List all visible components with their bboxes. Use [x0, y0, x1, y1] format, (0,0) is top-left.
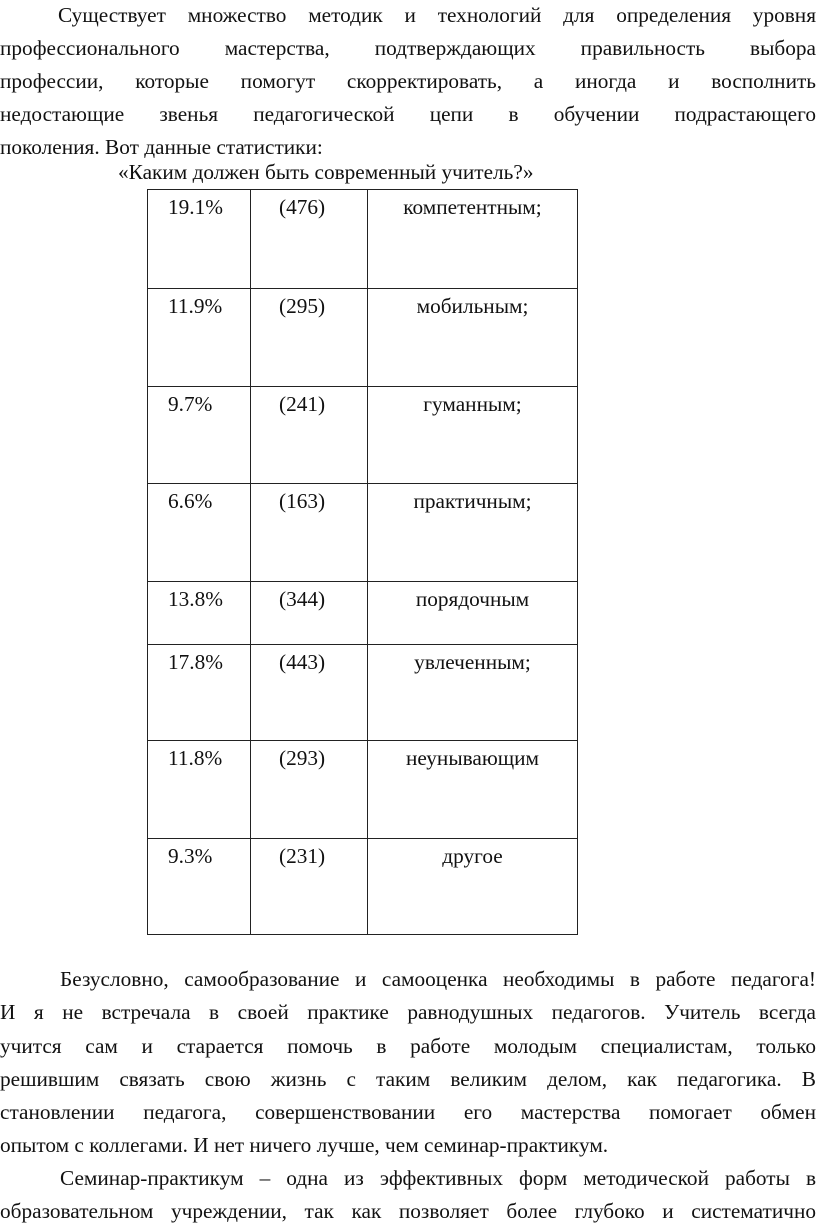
table-title: «Каким должен быть современный учитель?» [118, 160, 534, 184]
percent-cell: 11.9% [148, 289, 251, 387]
text-line: Семинар-практикум – одна из эффективных форм методической работы в [60, 1166, 816, 1190]
text-line: Безусловно, самообразование и самооценка необходимы в работе педагога! [60, 967, 816, 991]
text-line: учится сам и старается помочь в работе молодым специалистам, только [0, 1034, 816, 1058]
count-cell: (476) [251, 190, 368, 289]
label-cell: порядочным [368, 582, 578, 645]
label-cell: компетентным; [368, 190, 578, 289]
count-cell: (293) [251, 741, 368, 839]
label-cell: мобильным; [368, 289, 578, 387]
table-row [148, 839, 578, 935]
text-line: профессионального мастерства, подтверждающих правильность выбора [0, 36, 816, 60]
table-row [148, 289, 578, 387]
table-row [148, 741, 578, 839]
table-row [148, 387, 578, 484]
label-cell: другое [368, 839, 578, 935]
statistics-table [147, 189, 578, 935]
text-line: Существует множество методик и технологий для определения уровня [58, 3, 816, 27]
label-cell: гуманным; [368, 387, 578, 484]
percent-cell: 6.6% [148, 484, 251, 582]
text-line: опытом с коллегами. И нет ничего лучше, чем семинар-практикум. [0, 1133, 609, 1157]
percent-cell: 13.8% [148, 582, 251, 645]
label-cell: практичным; [368, 484, 578, 582]
count-cell: (241) [251, 387, 368, 484]
percent-cell: 17.8% [148, 645, 251, 741]
count-cell: (295) [251, 289, 368, 387]
text-line: И я не встречала в своей практике равнодушных педагогов. Учитель всегда [0, 1000, 816, 1024]
count-cell: (443) [251, 645, 368, 741]
count-cell: (344) [251, 582, 368, 645]
table-row [148, 645, 578, 741]
text-line: образовательном учреждении, так как позволяет более глубоко и систематично [0, 1199, 816, 1223]
text-line: решившим связать свою жизнь с таким великим делом, как педагогика. В [0, 1067, 816, 1091]
percent-cell: 9.3% [148, 839, 251, 935]
text-line: поколения. Вот данные статистики: [0, 135, 323, 159]
table-row [148, 582, 578, 645]
percent-cell: 19.1% [148, 190, 251, 289]
text-line: профессии, которые помогут скорректировать, а иногда и восполнить [0, 69, 816, 93]
percent-cell: 9.7% [148, 387, 251, 484]
text-line: становлении педагога, совершенствовании его мастерства помогает обмен [0, 1100, 816, 1124]
label-cell: неунывающим [368, 741, 578, 839]
percent-cell: 11.8% [148, 741, 251, 839]
label-cell: увлеченным; [368, 645, 578, 741]
text-line: недостающие звенья педагогической цепи в обучении подрастающего [0, 102, 816, 126]
table-row [148, 484, 578, 582]
table-row [148, 190, 578, 289]
count-cell: (231) [251, 839, 368, 935]
count-cell: (163) [251, 484, 368, 582]
